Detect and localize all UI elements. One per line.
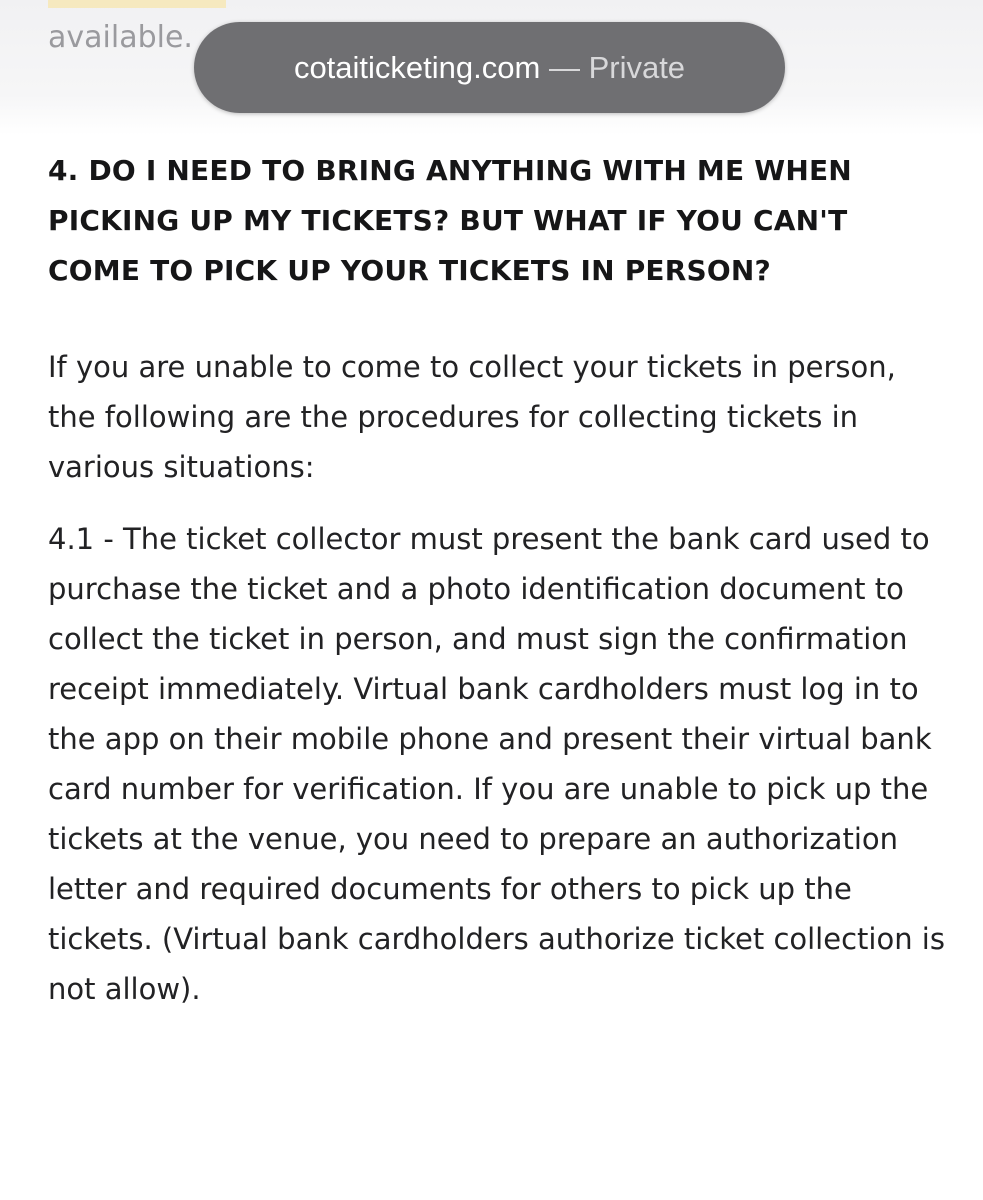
- url-bar[interactable]: [194, 22, 785, 113]
- faq-intro-paragraph: If you are unable to come to collect your tickets in person, the following are the procedures for collecting tickets in various situations:: [48, 350, 896, 484]
- url-separator: —: [540, 49, 589, 85]
- text-highlight-fragment: [48, 0, 226, 8]
- previous-section-text: available.: [48, 20, 193, 55]
- faq-section: [48, 146, 948, 1014]
- faq-item-4-1: 4.1 - The ticket collector must present the bank card used to purchase the ticket and a photo identification document to collect the ticket in person, and must sign the confirmation receipt immediately. Virtual bank cardholders must log in to the app on their mobile phone and present their virtual bank card number for verification. If you are unable to pick up the tickets at the venue, you need to prepare an authorization letter and required documents for others to pick up the tickets. (Virtual bank cardholders authorize ticket collection is not allow).: [48, 522, 945, 1006]
- faq-heading: 4. DO I NEED TO BRING ANYTHING WITH ME WHEN PICKING UP MY TICKETS? BUT WHAT IF YOU CAN'T COME TO PICK UP YOUR TICKETS IN PERSON?: [48, 154, 852, 287]
- url-domain: cotaiticketing.com: [293, 49, 541, 85]
- private-mode-label: Private: [588, 49, 686, 85]
